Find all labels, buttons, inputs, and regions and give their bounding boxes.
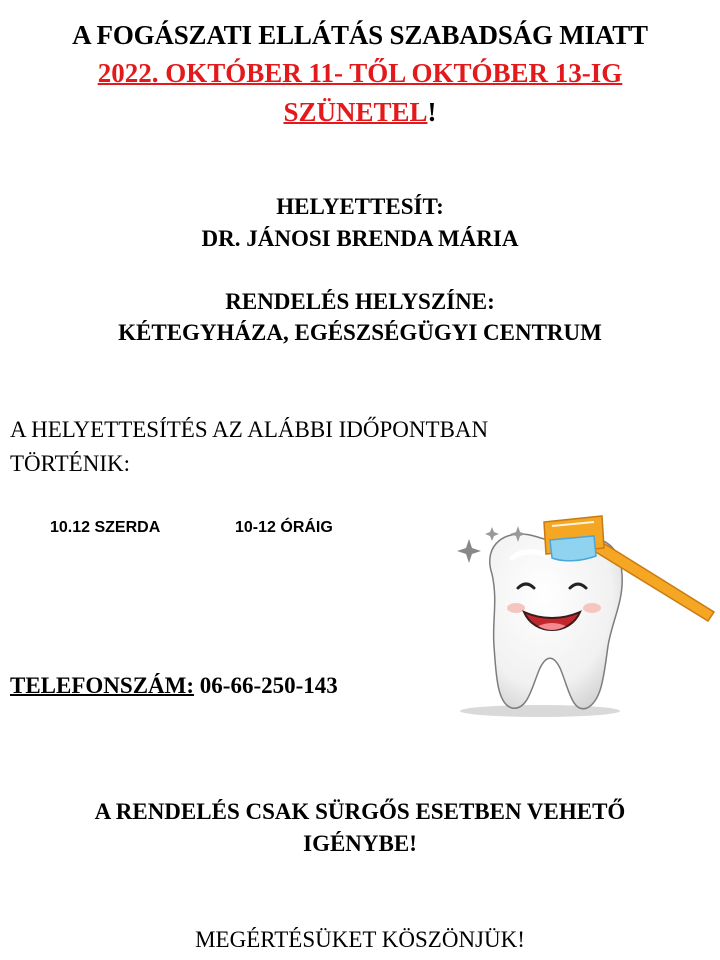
exclamation: ! [427,97,437,127]
thanks-text: MEGÉRTÉSÜKET KÖSZÖNJÜK! [195,927,525,952]
schedule-intro-1: A HELYETTESÍTÉS AZ ALÁBBI IDŐPONTBAN [10,417,489,442]
urgent-line-1: A RENDELÉS CSAK SÜRGŐS ESETBEN VEHETŐ [94,799,626,824]
substitute-name: DR. JÁNOSI BRENDA MÁRIA [201,226,519,251]
schedule-day: 10.12 SZERDA [50,519,161,536]
notice-line-1: A FOGÁSZATI ELLÁTÁS SZABADSÁG MIATT [72,20,648,50]
substitute-label: HELYETTESÍT: [276,194,444,219]
location-value: KÉTEGYHÁZA, EGÉSZSÉGÜGYI CENTRUM [118,320,602,345]
tooth-toothbrush-icon [452,496,720,724]
notice-dates: 2022. OKTÓBER 11- TŐL OKTÓBER 13-IG [97,58,623,88]
phone-label: TELEFONSZÁM: [10,673,195,698]
schedule-intro-2: TÖRTÉNIK: [10,451,130,476]
location-label: RENDELÉS HELYSZÍNE: [225,289,495,314]
urgent-line-2: IGÉNYBE! [303,831,417,856]
notice-line-3 [0,97,720,128]
phone-number: 06-66-250-143 [194,673,338,698]
phone-line [10,673,338,699]
schedule-hours: 10-12 ÓRÁIG [235,519,333,536]
suspended-word: SZÜNETEL [283,97,428,127]
